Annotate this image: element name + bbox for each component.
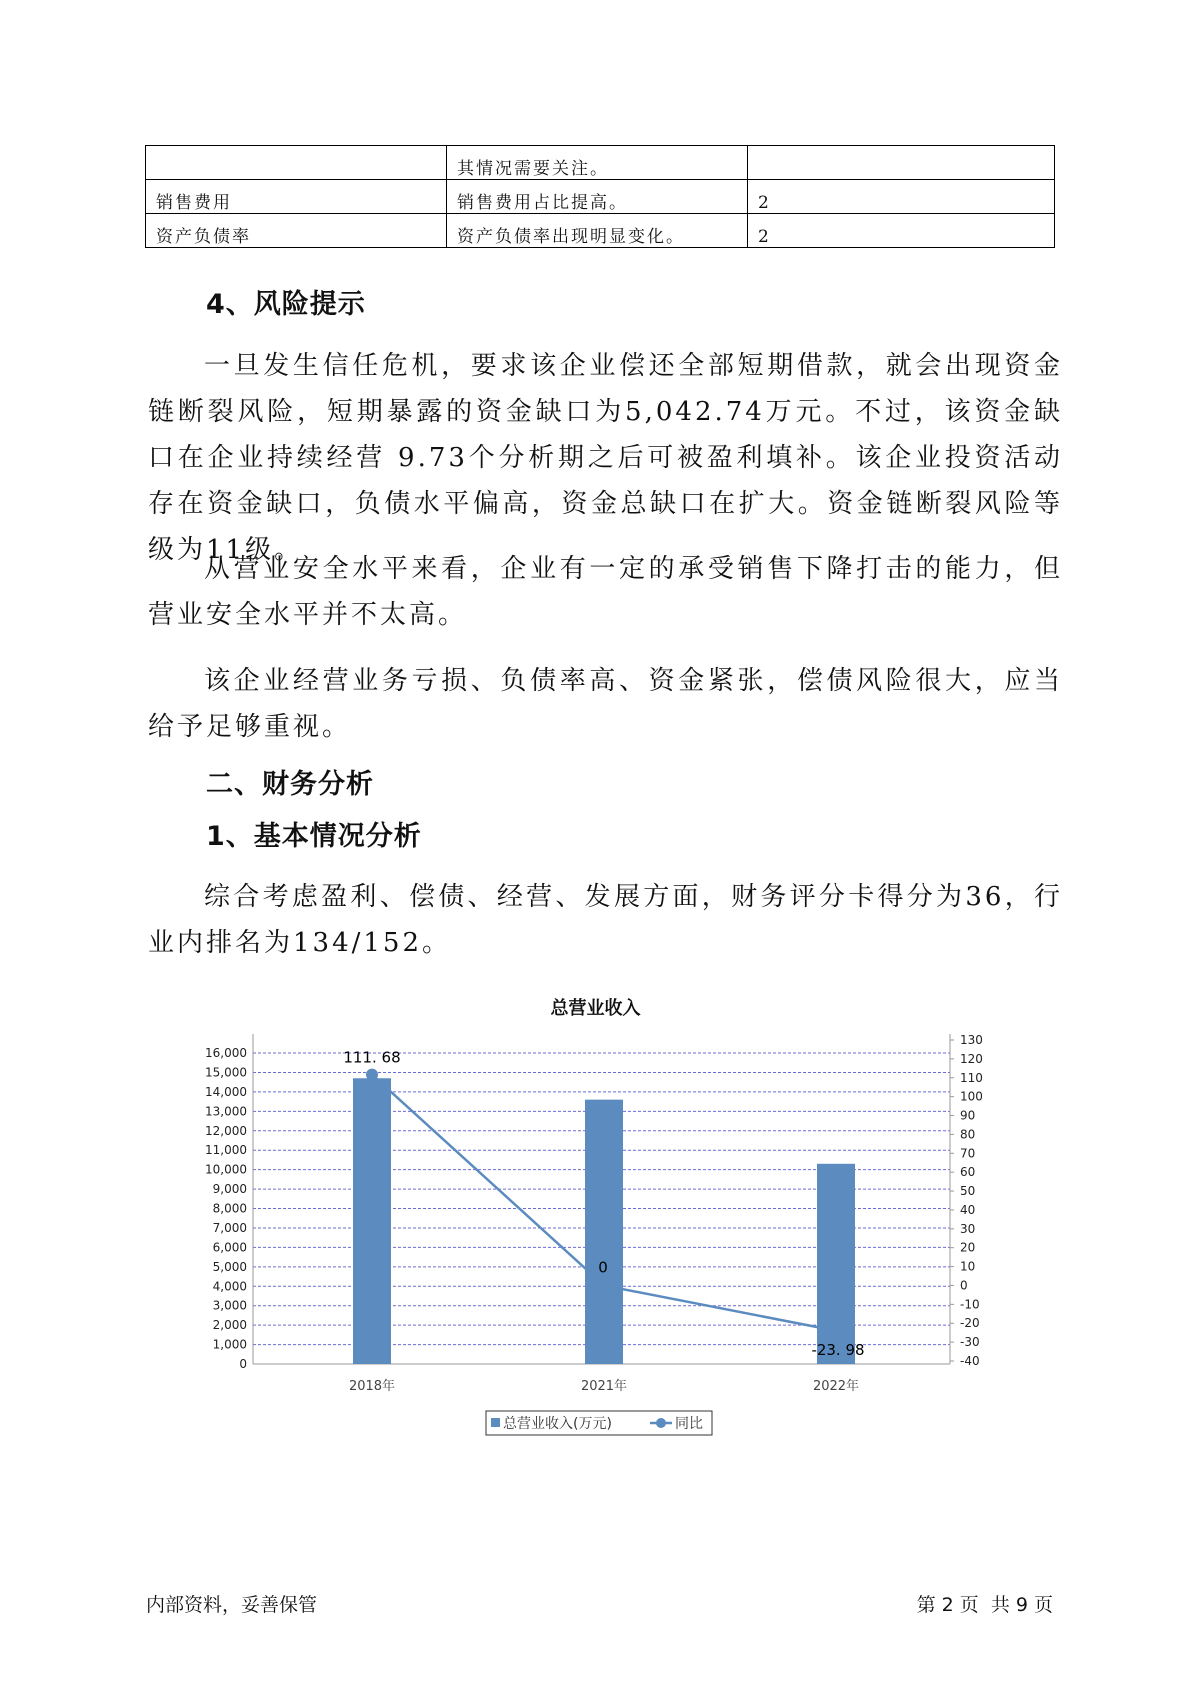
legend-label-revenue: 总营业收入(万元) bbox=[503, 1416, 612, 1432]
y-tick-label: 9,000 bbox=[212, 1182, 247, 1197]
chart-title: 总营业收入 bbox=[550, 998, 641, 1019]
paragraph-risk-2: 从营业安全水平来看，企业有一定的承受销售下降打击的能力，但营业安全水平并不太高。 bbox=[148, 554, 1063, 630]
y-tick-label: 1,000 bbox=[212, 1337, 247, 1352]
table-cell-level: 2 bbox=[748, 180, 1055, 214]
table-row bbox=[146, 180, 1055, 214]
y-tick-label: 7,000 bbox=[212, 1220, 247, 1235]
x-tick-label: 2018年 bbox=[348, 1379, 396, 1394]
y-tick-label: 11,000 bbox=[205, 1143, 247, 1158]
line-point bbox=[366, 1069, 378, 1081]
y-tick-label-right: -40 bbox=[960, 1354, 980, 1368]
table-cell-description: 资产负债率出现明显变化。 bbox=[447, 214, 748, 248]
y-tick-label: 12,000 bbox=[205, 1123, 247, 1138]
x-tick-label: 2022年 bbox=[812, 1379, 860, 1394]
y-tick-label-right: -10 bbox=[960, 1297, 980, 1312]
table-cell-indicator: 资产负债率 bbox=[146, 214, 447, 248]
paragraph-risk-1: 一旦发生信任危机，要求该企业偿还全部短期借款，就会出现资金链断裂风险，短期暴露的资金缺口为5,042.74万元。不过，该资金缺口在企业持续经营 9.73个分析期之后可被盈利填补。该企业投资活动存在资金缺口，负债水平偏高，资金总缺口在扩大。资金链断裂风险等级为11级。 bbox=[148, 351, 1063, 565]
data-label: -23. 98 bbox=[811, 1340, 865, 1359]
y-tick-label: 15,000 bbox=[205, 1065, 247, 1080]
paragraph-finance: 综合考虑盈利、偿债、经营、发展方面，财务评分卡得分为36，行业内排名为134/152。 bbox=[148, 882, 1063, 958]
y-tick-label-right: 60 bbox=[960, 1165, 976, 1180]
y-tick-label: 10,000 bbox=[205, 1162, 247, 1177]
y-tick-label-right: 0 bbox=[960, 1278, 968, 1293]
y-tick-label-right: 70 bbox=[960, 1146, 976, 1161]
legend-marker bbox=[656, 1418, 666, 1428]
y-tick-label-right: 30 bbox=[960, 1221, 976, 1236]
y-tick-label-right: 100 bbox=[960, 1089, 983, 1104]
y-tick-label-right: -20 bbox=[960, 1316, 980, 1331]
data-label: 0 bbox=[598, 1258, 608, 1277]
legend-label-yoy: 同比 bbox=[675, 1416, 703, 1432]
y-tick-label-right: 120 bbox=[960, 1051, 983, 1066]
y-tick-label: 4,000 bbox=[212, 1279, 247, 1294]
y-tick-label: 13,000 bbox=[205, 1104, 247, 1119]
bar bbox=[817, 1164, 855, 1364]
bar bbox=[585, 1100, 623, 1364]
section-heading-finance: 二、财务分析 bbox=[206, 769, 374, 800]
table-cell-indicator: 销售费用 bbox=[146, 180, 447, 214]
table-cell-level: 2 bbox=[748, 214, 1055, 248]
subsection-heading-basic: 1、基本情况分析 bbox=[206, 821, 422, 852]
y-tick-label: 16,000 bbox=[205, 1046, 247, 1060]
footer-page-number: 第 2 页 共 9 页 bbox=[916, 1594, 1053, 1616]
revenue-chart bbox=[0, 1020, 1191, 1450]
section-heading-risk: 4、风险提示 bbox=[206, 289, 366, 320]
y-tick-label: 8,000 bbox=[212, 1201, 247, 1216]
y-tick-label-right: 80 bbox=[960, 1127, 976, 1142]
y-tick-label: 6,000 bbox=[212, 1240, 247, 1255]
y-tick-label-right: 90 bbox=[960, 1108, 976, 1123]
table-cell-description: 其情况需要关注。 bbox=[447, 146, 748, 180]
y-tick-label-right: 50 bbox=[960, 1184, 976, 1199]
y-tick-label: 14,000 bbox=[205, 1084, 247, 1099]
y-tick-label: 0 bbox=[239, 1357, 247, 1371]
risk-table bbox=[145, 145, 1055, 248]
data-label: 111. 68 bbox=[343, 1048, 401, 1067]
x-tick-label: 2021年 bbox=[580, 1379, 628, 1394]
y-tick-label: 3,000 bbox=[212, 1298, 247, 1313]
footer-confidential: 内部资料，妥善保管 bbox=[146, 1594, 318, 1616]
table-cell-level bbox=[748, 146, 1055, 180]
bar bbox=[353, 1078, 391, 1364]
table-row bbox=[146, 146, 1055, 180]
y-tick-label: 2,000 bbox=[212, 1318, 247, 1333]
y-tick-label-right: 110 bbox=[960, 1070, 983, 1085]
y-tick-label-right: 130 bbox=[960, 1033, 983, 1047]
table-row bbox=[146, 214, 1055, 248]
y-tick-label-right: -30 bbox=[960, 1335, 980, 1350]
y-tick-label-right: 20 bbox=[960, 1240, 976, 1255]
y-tick-label-right: 40 bbox=[960, 1202, 976, 1217]
y-tick-label: 5,000 bbox=[212, 1259, 247, 1274]
paragraph-risk-3: 该企业经营业务亏损、负债率高、资金紧张，偿债风险很大，应当给予足够重视。 bbox=[148, 666, 1063, 742]
table-cell-indicator bbox=[146, 146, 447, 180]
table-cell-description: 销售费用占比提高。 bbox=[447, 180, 748, 214]
y-tick-label-right: 10 bbox=[960, 1259, 976, 1274]
legend-swatch-bar bbox=[491, 1418, 500, 1427]
